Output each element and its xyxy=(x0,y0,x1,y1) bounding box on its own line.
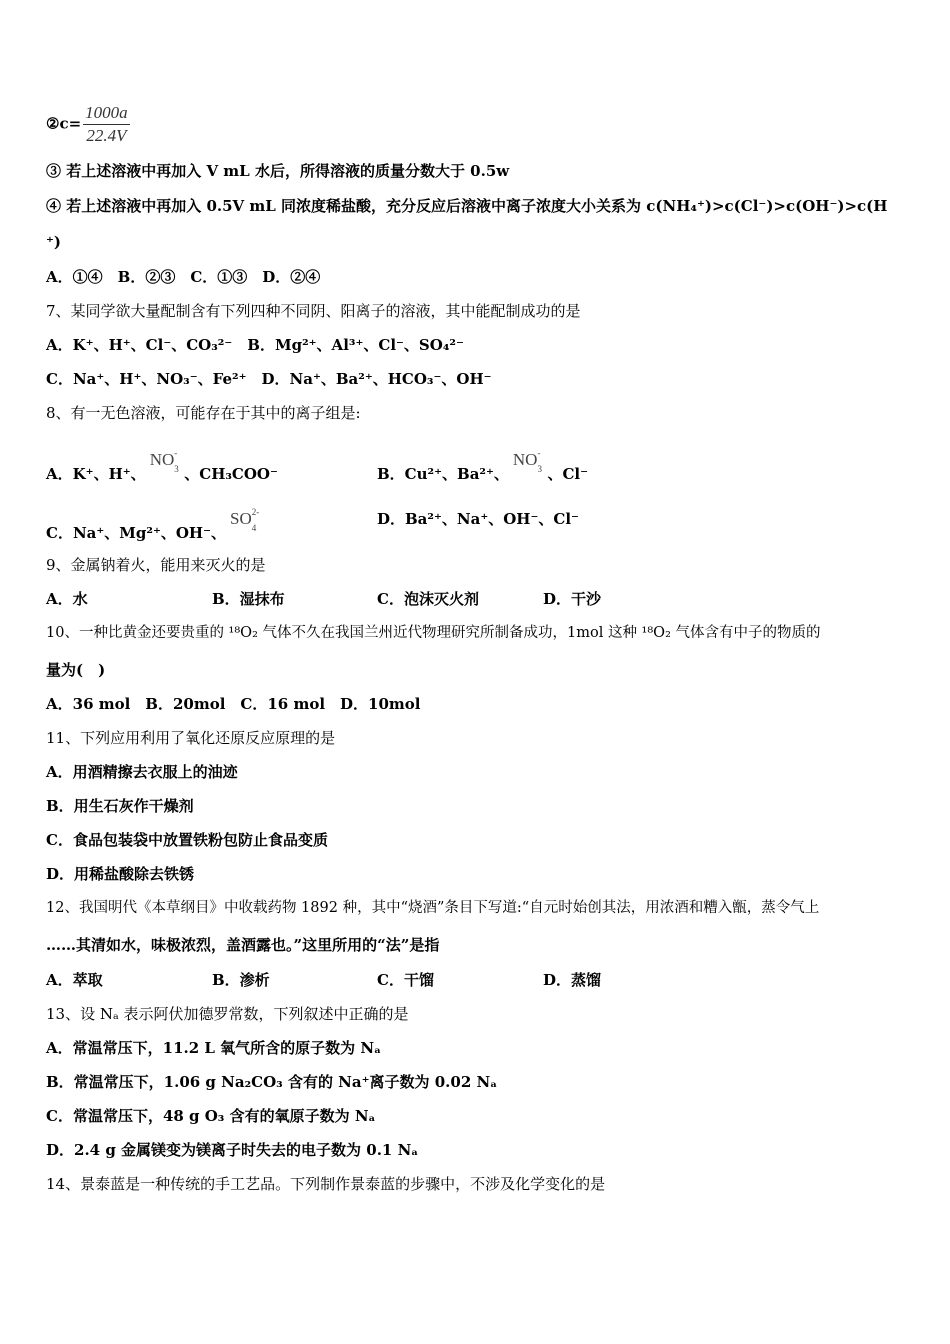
q10-options: A．36 mol B．20mol C．16 mol D．10mol xyxy=(46,695,421,713)
ion-charge: - xyxy=(537,448,541,458)
ion-formula: SO xyxy=(230,509,252,528)
q8-b-pre: B．Cu²⁺、Ba²⁺、 xyxy=(377,465,509,483)
statement-4-cont: ⁺) xyxy=(46,233,62,251)
q13-option-d: D．2.4 g 金属镁变为镁离子时失去的电子数为 0.1 Nₐ xyxy=(46,1141,419,1159)
q13-option-a: A．常温常压下，11.2 L 氧气所含的原子数为 Nₐ xyxy=(46,1039,382,1057)
fraction-numerator: 1000a xyxy=(83,102,130,125)
statement-3: ③ 若上述溶液中再加入 V mL 水后，所得溶液的质量分数大于 0.5w xyxy=(46,162,510,180)
ion-formula: NO xyxy=(512,450,538,469)
q10-stem-cont: 量为( ) xyxy=(46,661,106,679)
q8-option-c xyxy=(46,507,260,543)
ion-subscript: 3 xyxy=(537,464,542,474)
q12-option-a: A．萃取 xyxy=(46,971,103,989)
ion-subscript: 3 xyxy=(174,464,179,474)
q8-c-pre: C．Na⁺、Mg²⁺、OH⁻、 xyxy=(46,524,227,542)
statement-2-prefix: ②c= xyxy=(46,114,82,133)
q9-stem: 9、金属钠着火，能用来灭火的是 xyxy=(46,556,266,574)
ion-charge: - xyxy=(174,448,178,458)
q13-option-c: C．常温常压下，48 g O₃ 含有的氧原子数为 Nₐ xyxy=(46,1107,376,1125)
q8-option-a xyxy=(46,450,278,484)
q11-option-b: B．用生石灰作干燥剂 xyxy=(46,797,194,815)
q11-option-d: D．用稀盐酸除去铁锈 xyxy=(46,865,195,883)
q9-option-d: D．干沙 xyxy=(543,590,602,608)
q8-a-pre: A．K⁺、H⁺、 xyxy=(46,465,146,483)
q9-option-a: A．水 xyxy=(46,590,88,608)
q8-a-post: 、CH₃COO⁻ xyxy=(184,465,278,483)
ion-charge: 2- xyxy=(251,507,260,517)
q9-option-b: B．湿抹布 xyxy=(212,590,285,608)
statement-2 xyxy=(46,102,910,147)
ion-subscript: 4 xyxy=(251,523,257,533)
fraction-denominator: 22.4V xyxy=(86,126,127,145)
q8-option-b xyxy=(377,450,588,484)
q13-stem: 13、设 Nₐ 表示阿伏加德罗常数，下列叙述中正确的是 xyxy=(46,1005,409,1023)
q10-stem xyxy=(46,623,910,643)
q11-option-a: A．用酒精擦去衣服上的油迹 xyxy=(46,763,238,781)
q12-option-d: D．蒸馏 xyxy=(543,971,602,989)
q11-option-c: C．食品包装袋中放置铁粉包防止食品变质 xyxy=(46,831,328,849)
statement-4: ④ 若上述溶液中再加入 0.5V mL 同浓度稀盐酸，充分反应后溶液中离子浓度大小关系为 c(NH₄⁺)>c(Cl⁻)>c(OH⁻)>c(H xyxy=(46,197,888,215)
nitrate-ion xyxy=(512,448,542,474)
q7-stem: 7、某同学欲大量配制含有下列四种不同阴、阳离子的溶液，其中能配制成功的是 xyxy=(46,302,581,320)
q7-options-ab: A．K⁺、H⁺、Cl⁻、CO₃²⁻ B．Mg²⁺、Al³⁺、Cl⁻、SO₄²⁻ xyxy=(46,336,464,354)
q13-option-b: B．常温常压下，1.06 g Na₂CO₃ 含有的 Na⁺离子数为 0.02 Nₐ xyxy=(46,1073,498,1091)
q14-stem: 14、景泰蓝是一种传统的手工艺品。下列制作景泰蓝的步骤中，不涉及化学变化的是 xyxy=(46,1175,606,1193)
q7-options-cd: C．Na⁺、H⁺、NO₃⁻、Fe²⁺ D．Na⁺、Ba²⁺、HCO₃⁻、OH⁻ xyxy=(46,370,492,388)
q12-stem: 12、我国明代《本草纲目》中收载药物 1892 种，其中“烧酒”条目下写道:“自元时始创其法，用浓酒和糟入甑，蒸令气上 xyxy=(46,900,820,916)
q12-stem-cont: ……其清如水，味极浓烈，盖酒露也。”这里所用的“法”是指 xyxy=(46,936,440,954)
q6-options: A．①④ B．②③ C．①③ D．②④ xyxy=(46,268,321,286)
formula-fraction xyxy=(83,102,130,147)
q12-option-c: C．干馏 xyxy=(377,971,434,989)
sulfate-ion xyxy=(230,507,260,533)
q9-option-c: C．泡沫灭火剂 xyxy=(377,590,479,608)
q8-b-post: 、Cl⁻ xyxy=(547,465,589,483)
q8-option-d: D．Ba²⁺、Na⁺、OH⁻、Cl⁻ xyxy=(377,510,579,528)
ion-formula: NO xyxy=(149,450,175,469)
q11-stem: 11、下列应用利用了氧化还原反应原理的是 xyxy=(46,729,336,747)
q10-stem-text: 10、一种比黄金还要贵重的 ¹⁸O₂ 气体不久在我国兰州近代物理研究所制备成功，1mol 这种 ¹⁸O₂ 气体含有中子的物质的 xyxy=(46,625,821,641)
nitrate-ion xyxy=(149,448,179,474)
q12-option-b: B．渗析 xyxy=(212,971,270,989)
q8-stem: 8、有一无色溶液，可能存在于其中的离子组是: xyxy=(46,404,361,422)
